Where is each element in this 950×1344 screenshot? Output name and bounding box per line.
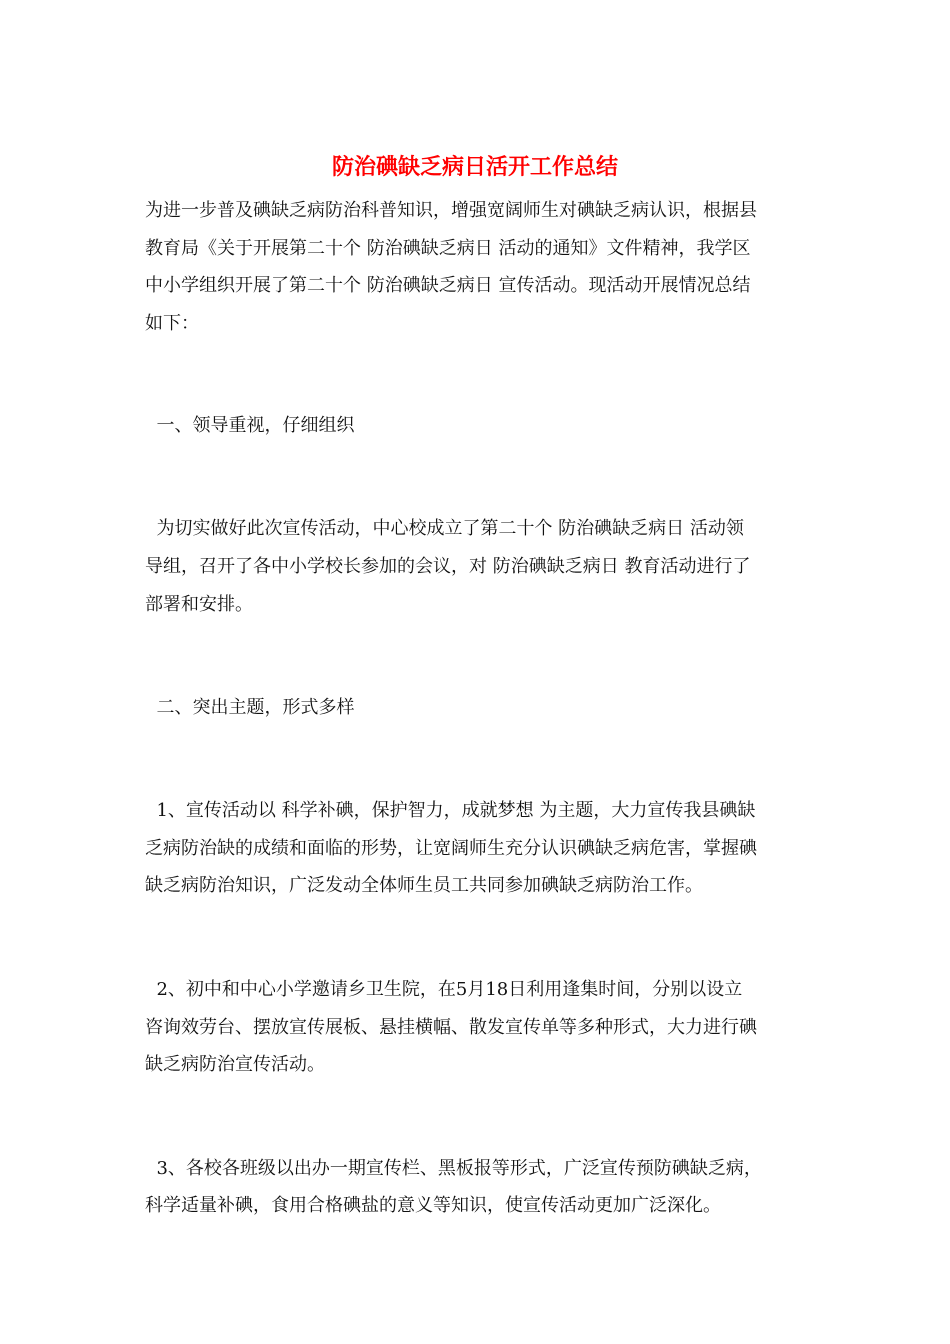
paragraph-line: 咨询效劳台、摆放宣传展板、悬挂横幅、散发宣传单等多种形式，大力进行碘 [145, 1017, 757, 1038]
intro-line: 为进一步普及碘缺乏病防治科普知识，增强宽阔师生对碘缺乏病认识，根据县 [145, 200, 757, 221]
paragraph-line: 3、各校各班级以出办一期宣传栏、黑板报等形式，广泛宣传预防碘缺乏病， [145, 1158, 762, 1179]
section-heading-1: 一、领导重视，仔细组织 [145, 415, 355, 436]
paragraph-line: 缺乏病防治知识，广泛发动全体师生员工共同参加碘缺乏病防治工作。 [145, 875, 703, 896]
paragraph-line: 乏病防治缺的成绩和面临的形势，让宽阔师生充分认识碘缺乏病危害，掌握碘 [145, 838, 757, 859]
paragraph-line: 导组，召开了各中小学校长参加的会议，对 防治碘缺乏病日 教育活动进行了 [145, 556, 751, 577]
paragraph-line: 部署和安排。 [145, 594, 253, 615]
intro-line: 如下： [145, 313, 199, 334]
document-title: 防治碘缺乏病日活开工作总结 [331, 155, 618, 180]
paragraph-line: 科学适量补碘，食用合格碘盐的意义等知识，使宣传活动更加广泛深化。 [145, 1195, 721, 1216]
section-heading-2: 二、突出主题，形式多样 [145, 697, 355, 718]
intro-line: 中小学组织开展了第二十个 防治碘缺乏病日 宣传活动。现活动开展情况总结 [145, 275, 751, 296]
paragraph-line: 1、宣传活动以 科学补碘，保护智力，成就梦想 为主题，大力宣传我县碘缺 [145, 800, 756, 821]
intro-line: 教育局《关于开展第二十个 防治碘缺乏病日 活动的通知》文件精神，我学区 [145, 238, 751, 259]
paragraph-line: 2、初中和中心小学邀请乡卫生院，在5月18日利用逢集时间，分别以设立 [145, 979, 743, 1000]
paragraph-line: 缺乏病防治宣传活动。 [145, 1054, 325, 1075]
paragraph-line: 为切实做好此次宣传活动，中心校成立了第二十个 防治碘缺乏病日 活动领 [145, 518, 744, 539]
